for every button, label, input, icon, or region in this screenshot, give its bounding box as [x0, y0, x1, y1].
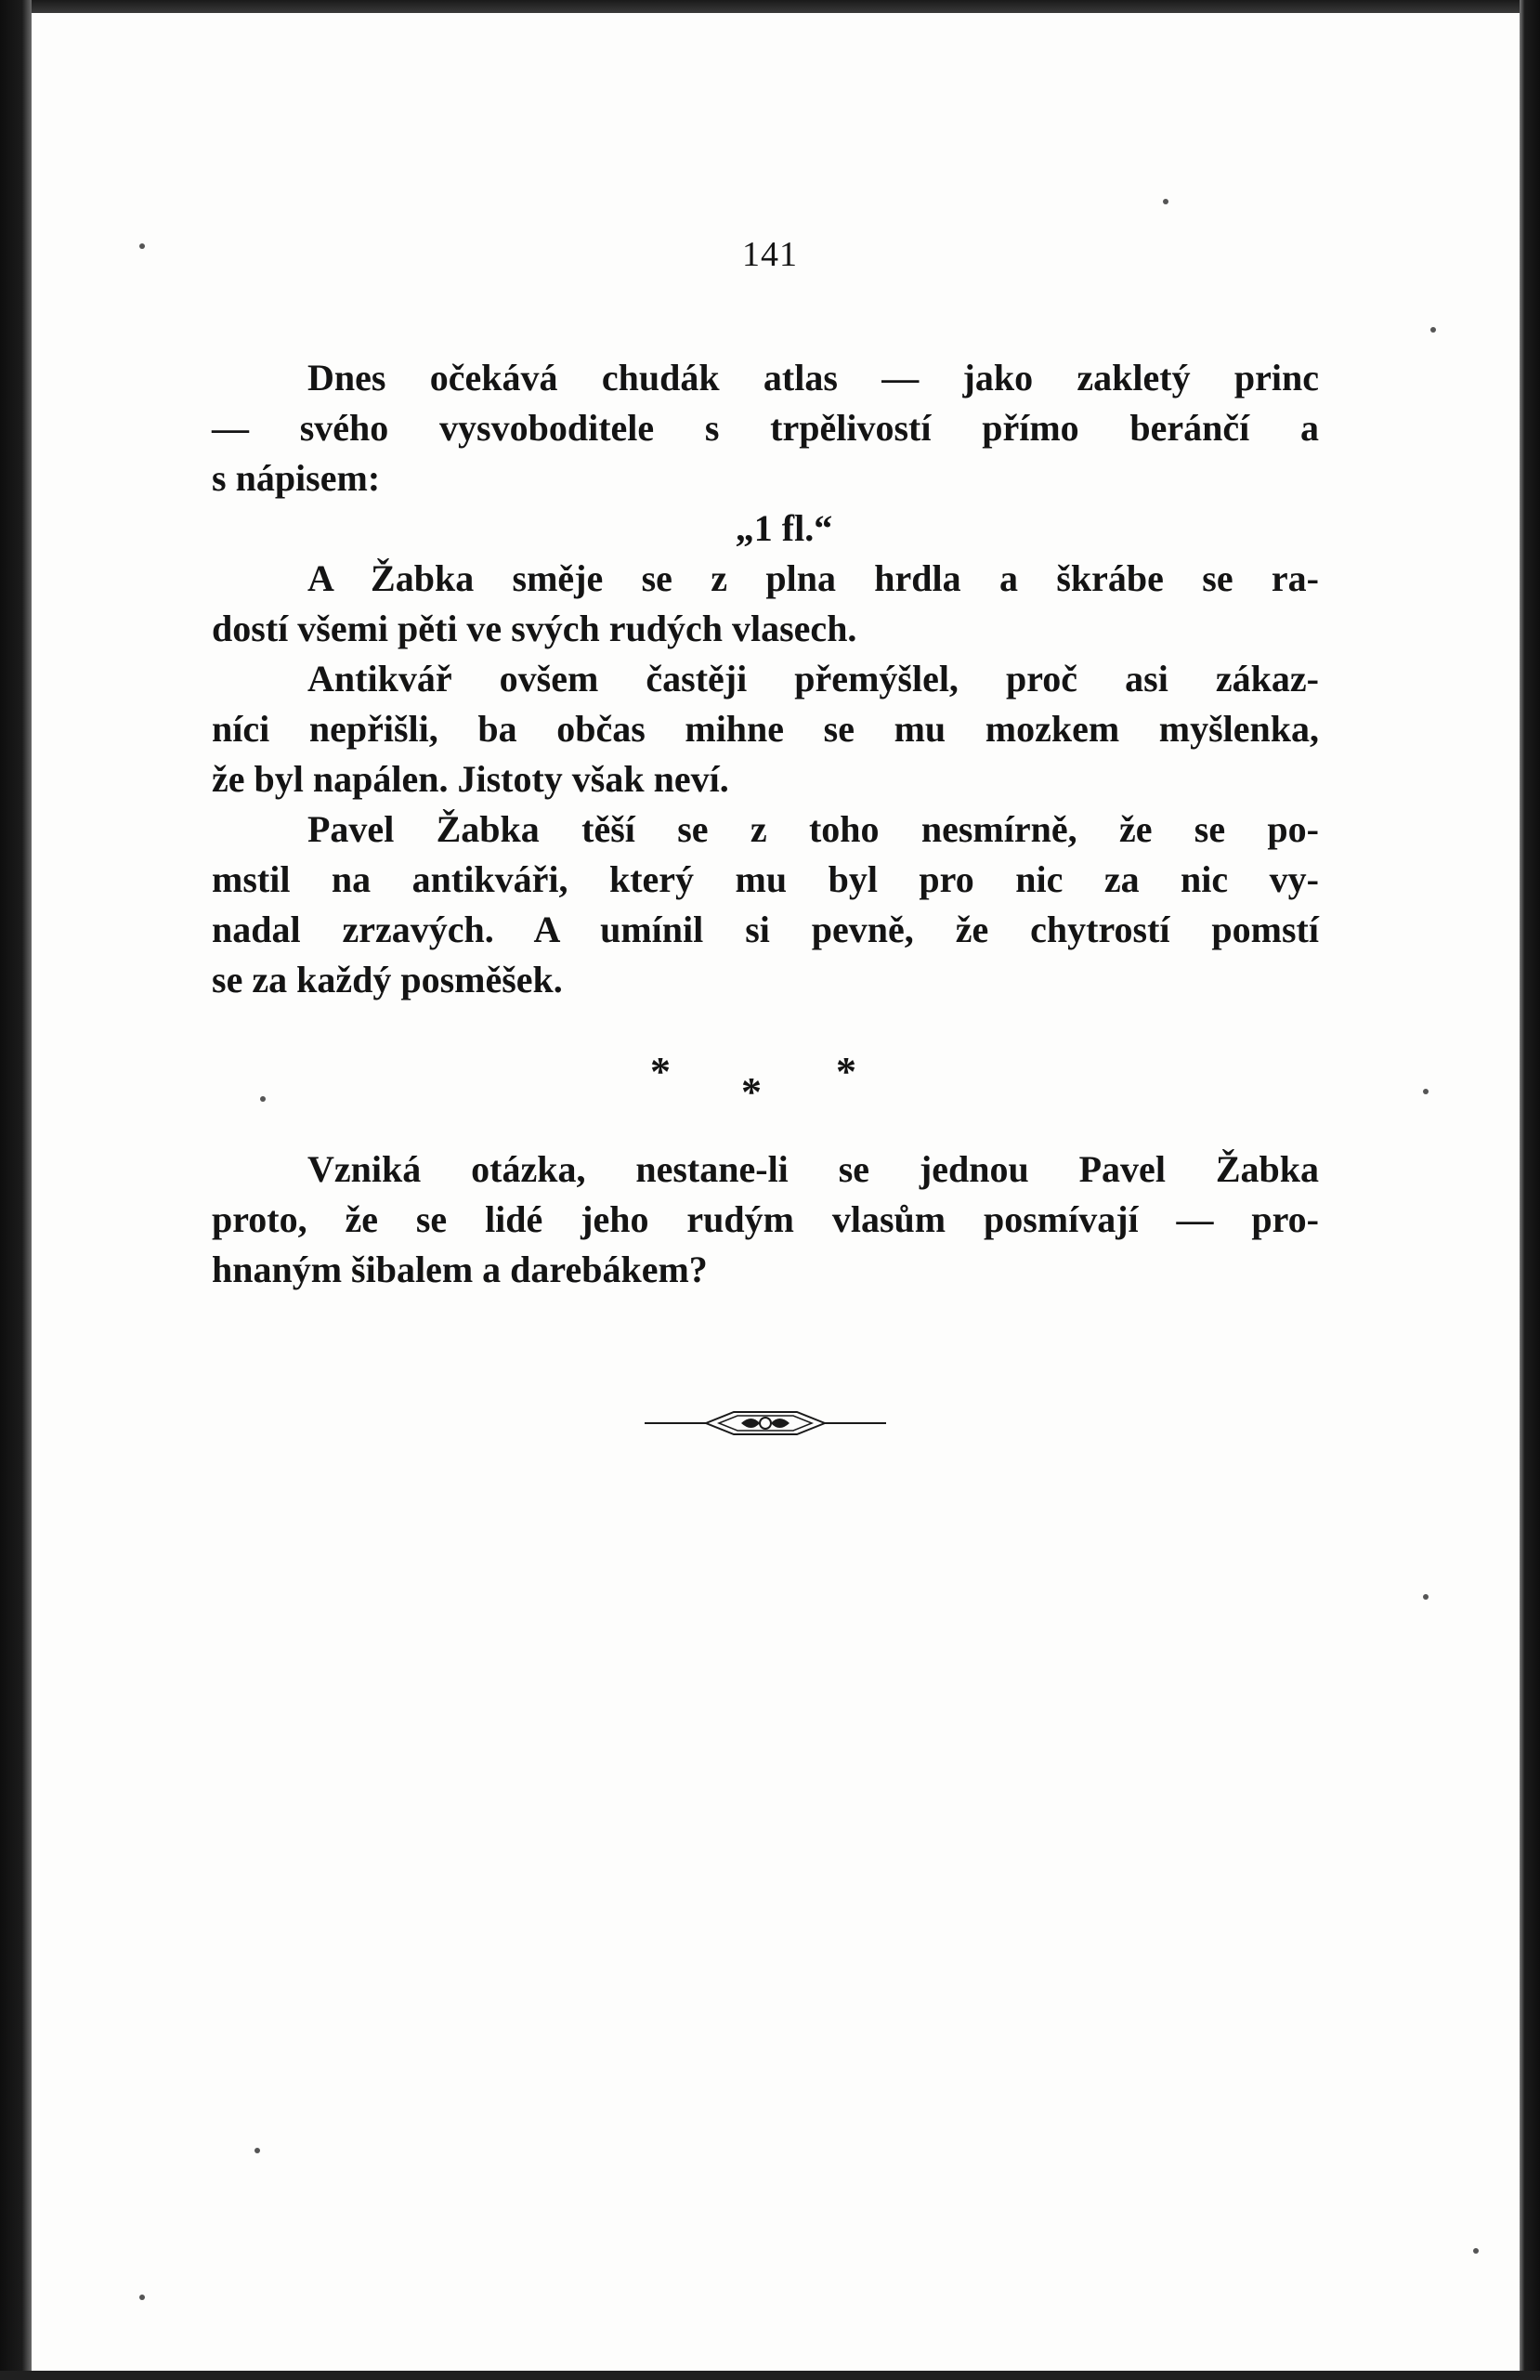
text-line: hnaným šibalem a darebákem?	[212, 1249, 708, 1290]
scan-speck	[1473, 2248, 1479, 2254]
text-line: mstil na antikváři, který mu byl pro nic za nic vy-	[212, 858, 1319, 900]
body-text-section-2	[212, 1144, 1319, 1295]
text-line: že byl napálen. Jistoty však neví.	[212, 758, 729, 800]
decorative-tailpiece-icon	[645, 1405, 886, 1442]
page-number: 141	[742, 235, 798, 274]
section-break-asterism	[0, 1039, 1540, 1113]
text-line: níci nepřišli, ba občas mihne se mu mozkem myšlenka,	[212, 708, 1319, 750]
text-line: s nápisem:	[212, 457, 381, 499]
text-line: proto, že se lidé jeho rudým vlasům posmívají — pro-	[212, 1198, 1319, 1240]
scan-speck	[1430, 327, 1436, 333]
scan-speck	[139, 2295, 145, 2300]
text-line: Antikvář ovšem častěji přemýšlel, proč asi zákaz-	[307, 658, 1319, 700]
asterisk: *	[650, 1049, 671, 1094]
scan-border-bottom	[0, 2371, 1540, 2380]
price-note-line: „1 fl.“	[735, 507, 833, 549]
text-line: Vzniká otázka, nestane-li se jednou Pavel Žabka	[307, 1148, 1319, 1190]
scan-border-right	[1520, 0, 1540, 2380]
text-line: nadal zrzavých. A umínil si pevně, že chytrostí pomstí	[212, 909, 1319, 950]
text-line: dostí všemi pěti ve svých rudých vlasech.	[212, 608, 857, 649]
scan-speck	[254, 2148, 260, 2153]
scan-border-left	[0, 0, 32, 2380]
scan-speck	[1423, 1594, 1429, 1600]
text-line: A Žabka směje se z plna hrdla a škrábe se ra-	[307, 557, 1319, 599]
body-text-section-1	[212, 353, 1319, 1005]
scan-border-top	[0, 0, 1540, 13]
text-line: Pavel Žabka těší se z toho nesmírně, že se po-	[307, 808, 1319, 850]
text-line: — svého vysvoboditele s trpělivostí přímo beránčí a	[212, 407, 1319, 449]
text-line: Dnes očekává chudák atlas — jako zakletý princ	[307, 357, 1319, 399]
asterisk: *	[741, 1069, 762, 1115]
text-line: se za každý posměšek.	[212, 959, 563, 1000]
scan-speck	[1163, 199, 1168, 204]
asterisk: *	[836, 1049, 856, 1094]
